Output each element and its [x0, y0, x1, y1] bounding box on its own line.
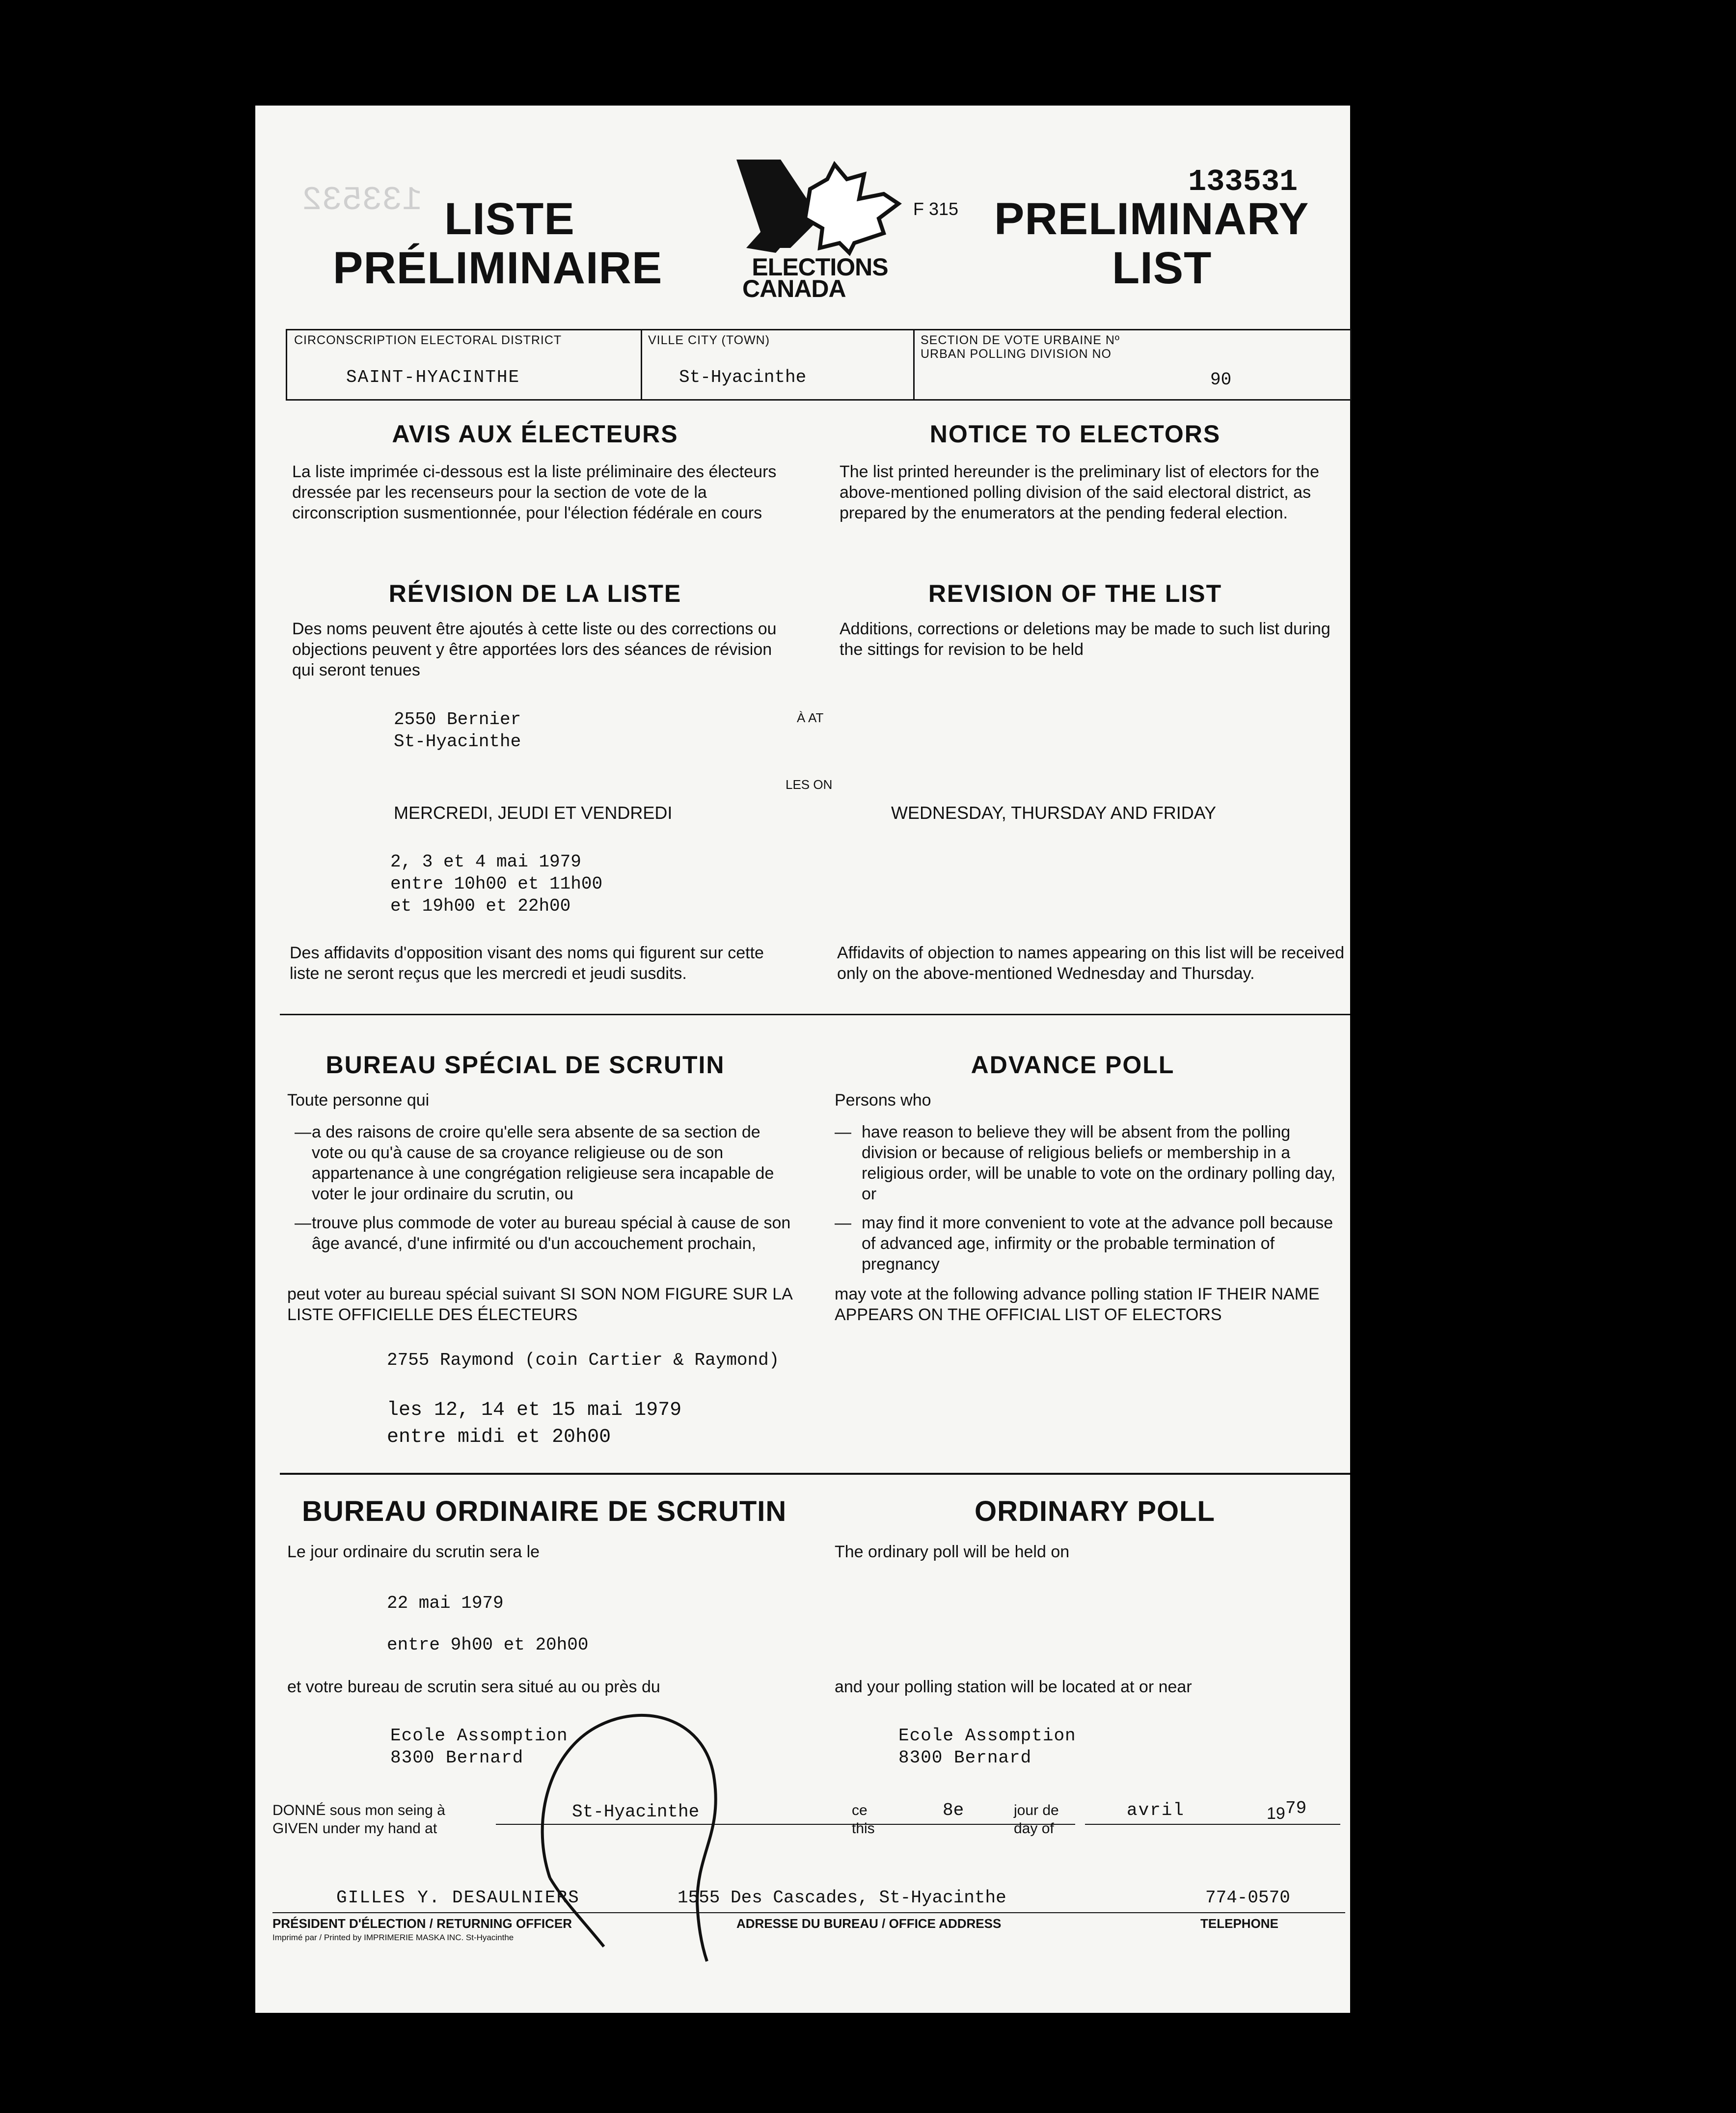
ordinary-date: 22 mai 1979: [387, 1593, 504, 1613]
advance-closing-fr: peut voter au bureau spécial suivant SI SON NOM FIGURE SUR LA LISTE OFFICIELLE DES ÉLECTEURS: [287, 1285, 792, 1324]
advance-item1-en: have reason to believe they will be absent from the polling division or because of religious beliefs or membership in a religious order, will be unable to vote on the ordinary polling day, or: [862, 1123, 1336, 1203]
advance-closing-en: may vote at the following advance polling station IF THEIR NAME APPEARS ON THE OFFICIAL LIST OF ELECTORS: [835, 1285, 1320, 1324]
district-label: CIRCONSCRIPTION ELECTORAL DISTRICT: [294, 333, 562, 347]
logo-x-maple-icon: [736, 160, 913, 258]
division-label-fr: SECTION DE VOTE URBAINE Nº: [921, 333, 1120, 347]
advance-intro-en: Persons who: [835, 1091, 931, 1110]
header-divider-2: [913, 330, 915, 399]
notice-title-en: NOTICE TO ELECTORS: [929, 420, 1221, 448]
revision-text-en: Additions, corrections or deletions may be made to such list during the sittings for revision to be held: [840, 620, 1330, 659]
ordinary-time: entre 9h00 et 20h00: [387, 1635, 589, 1655]
division-value: 90: [1210, 370, 1232, 390]
year-prefix: 19: [1267, 1804, 1285, 1823]
ordinary-place-fr-line1: Ecole Assomption: [390, 1726, 568, 1746]
affidavit-en: Affidavits of objection to names appearing on this list will be received only on the above-mentioned Wednesday and Thursday.: [837, 944, 1345, 983]
title-fr-line2: PRÉLIMINAIRE: [333, 243, 663, 293]
signature-month: avril: [1127, 1800, 1185, 1820]
advance-address: 2755 Raymond (coin Cartier & Raymond): [387, 1350, 780, 1370]
ordinary-place-en-line1: Ecole Assomption: [898, 1726, 1076, 1746]
at-label: À AT: [797, 710, 824, 725]
this-label: this: [852, 1820, 875, 1837]
revision-title-en: REVISION OF THE LIST: [928, 580, 1222, 607]
signature-day: 8e: [943, 1800, 964, 1820]
revision-dates-line1: 2, 3 et 4 mai 1979: [390, 852, 581, 872]
advance-item2-fr: trouve plus commode de voter au bureau spécial à cause de son âge avancé, d'une infirmité ou d'un accouchement prochain,: [312, 1214, 791, 1253]
notice-sheet: [255, 106, 1350, 2013]
header-divider-1: [641, 330, 642, 399]
division-label-en: URBAN POLLING DIVISION NO: [921, 347, 1112, 361]
advance-title-fr: BUREAU SPÉCIAL DE SCRUTIN: [326, 1051, 725, 1079]
jour-de-label: jour de: [1014, 1802, 1059, 1818]
header-box: [286, 329, 1352, 401]
revision-title-fr: RÉVISION DE LA LISTE: [388, 580, 682, 607]
signature-place: St-Hyacinthe: [572, 1802, 700, 1822]
given-label-en: GIVEN under my hand at: [272, 1820, 437, 1837]
section-divider-1: [280, 1014, 1350, 1015]
dash-1-fr: —: [295, 1123, 311, 1141]
dash-2-en: —: [835, 1214, 851, 1232]
title-fr-line1: LISTE: [444, 194, 575, 244]
advance-title-en: ADVANCE POLL: [971, 1051, 1175, 1079]
ce-label: ce: [852, 1802, 868, 1818]
sign-line-date: [1085, 1824, 1340, 1825]
ordinary-location-fr: et votre bureau de scrutin sera situé au ou près du: [287, 1678, 660, 1696]
notice-title-fr: AVIS AUX ÉLECTEURS: [392, 420, 678, 448]
city-value: St-Hyacinthe: [679, 367, 807, 387]
ordinary-title-fr: BUREAU ORDINAIRE DE SCRUTIN: [302, 1495, 787, 1527]
days-fr: MERCREDI, JEUDI ET VENDREDI: [394, 803, 673, 823]
advance-item2-en: may find it more convenient to vote at the advance poll because of advanced age, infirmity or the probable termination of pregnancy: [862, 1214, 1333, 1273]
given-label-fr: DONNÉ sous mon seing à: [272, 1802, 445, 1818]
printer-credit: Imprimé par / Printed by IMPRIMERIE MASKA INC. St-Hyacinthe: [272, 1933, 514, 1942]
advance-dates-line1: les 12, 14 et 15 mai 1979: [387, 1399, 682, 1421]
day-of-label: day of: [1014, 1820, 1054, 1837]
officer-address: 1555 Des Cascades, St-Hyacinthe: [678, 1888, 1006, 1908]
officer-phone: 774-0570: [1205, 1888, 1290, 1908]
on-label: LES ON: [786, 777, 833, 792]
advance-intro-fr: Toute personne qui: [287, 1091, 430, 1110]
city-label: VILLE CITY (TOWN): [648, 333, 770, 347]
logo-line1: ELECTIONS: [752, 253, 888, 281]
ordinary-intro-en: The ordinary poll will be held on: [835, 1543, 1070, 1561]
revision-address-line1: 2550 Bernier: [394, 709, 521, 730]
revision-dates-line3: et 19h00 et 22h00: [390, 896, 571, 916]
ghost-number: 133532: [302, 182, 422, 219]
ordinary-location-en: and your polling station will be located at or near: [835, 1678, 1192, 1696]
officer-role: PRÉSIDENT D'ÉLECTION / RETURNING OFFICER: [272, 1916, 572, 1931]
footer-line: [272, 1912, 1345, 1913]
notice-text-en: The list printed hereunder is the preliminary list of electors for the above-mentioned polling division of the said electoral district, as prepared by the enumerators at the pending federal election.: [840, 462, 1320, 522]
ordinary-place-en-line2: 8300 Bernard: [898, 1748, 1032, 1768]
year-suffix: 79: [1285, 1798, 1307, 1818]
affidavit-fr: Des affidavits d'opposition visant des noms qui figurent sur cette liste ne seront reçus que les mercredi et jeudi susdits.: [290, 944, 764, 983]
elections-canada-logo: [736, 160, 913, 307]
revision-address-line2: St-Hyacinthe: [394, 731, 521, 752]
sign-line-place: [496, 1824, 1075, 1825]
office-address-label: ADRESSE DU BUREAU / OFFICE ADDRESS: [736, 1916, 1002, 1931]
ordinary-title-en: ORDINARY POLL: [975, 1495, 1215, 1527]
title-en-line1: PRELIMINARY: [994, 194, 1309, 244]
dash-2-fr: —: [295, 1214, 311, 1232]
officer-name: GILLES Y. DESAULNIERS: [336, 1888, 580, 1908]
logo-line2: CANADA: [742, 275, 846, 302]
document-number: 133531: [1188, 164, 1298, 199]
advance-dates-line2: entre midi et 20h00: [387, 1426, 611, 1448]
form-number: F 315: [913, 199, 959, 219]
section-divider-2: [280, 1473, 1350, 1475]
advance-item1-fr: a des raisons de croire qu'elle sera absente de sa section de vote ou qu'à cause de sa croyance religieuse ou de son appartenance à une congrégation religieuse sera incapable de voter le jour ordinaire du scrutin, ou: [312, 1123, 774, 1203]
ordinary-intro-fr: Le jour ordinaire du scrutin sera le: [287, 1543, 540, 1561]
district-value: SAINT-HYACINTHE: [346, 367, 520, 387]
dash-1-en: —: [835, 1123, 851, 1141]
revision-dates-line2: entre 10h00 et 11h00: [390, 874, 603, 894]
telephone-label: TELEPHONE: [1200, 1916, 1278, 1931]
notice-text-fr: La liste imprimée ci-dessous est la liste préliminaire des électeurs dressée par les recenseurs pour la section de vote de la circonscription susmentionnée, pour l'élection fédérale en cours: [292, 462, 777, 522]
days-en: WEDNESDAY, THURSDAY AND FRIDAY: [891, 803, 1217, 823]
revision-text-fr: Des noms peuvent être ajoutés à cette liste ou des corrections ou objections peuvent y être apportées lors des séances de révision qui seront tenues: [292, 620, 777, 679]
ordinary-place-fr-line2: 8300 Bernard: [390, 1748, 524, 1768]
title-en-line2: LIST: [1112, 243, 1212, 293]
